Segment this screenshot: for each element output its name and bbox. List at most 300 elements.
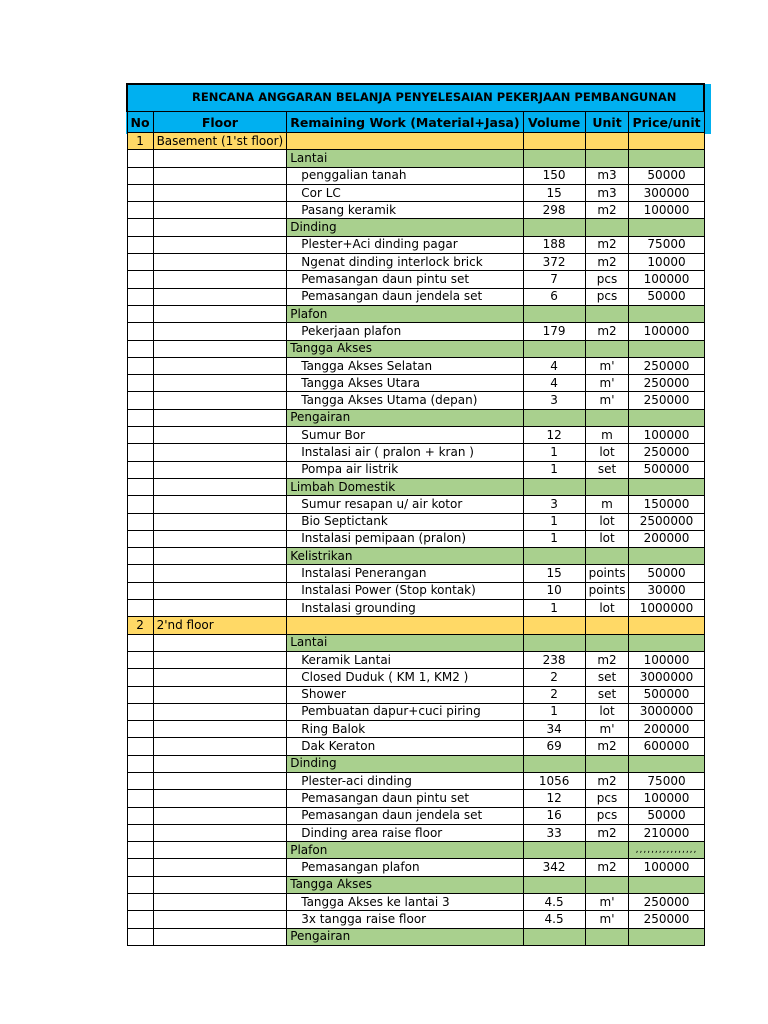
cell-floor[interactable]	[153, 548, 287, 565]
cell-unit[interactable]: lot	[585, 444, 629, 461]
cell-volume[interactable]: 6	[523, 288, 585, 305]
cell-floor[interactable]	[153, 790, 287, 807]
cell-no[interactable]	[127, 271, 153, 288]
cell-floor[interactable]	[153, 357, 287, 374]
cell-volume[interactable]	[523, 842, 585, 859]
cell-work[interactable]: Sumur Bor	[287, 427, 523, 444]
cell-unit[interactable]: lot	[585, 703, 629, 720]
cell-no[interactable]	[127, 150, 153, 167]
cell-unit[interactable]	[585, 340, 629, 357]
cell-work[interactable]: Lantai	[287, 634, 523, 651]
cell-no[interactable]	[127, 478, 153, 495]
cell-price[interactable]: 100000	[629, 859, 704, 876]
cell-unit[interactable]: m'	[585, 375, 629, 392]
cell-no[interactable]	[127, 288, 153, 305]
cell-unit[interactable]: m3	[585, 167, 629, 184]
cell-volume[interactable]: 12	[523, 790, 585, 807]
cell-floor[interactable]	[153, 288, 287, 305]
cell-unit[interactable]: pcs	[585, 271, 629, 288]
table-row	[127, 236, 704, 253]
cell-volume[interactable]: 1056	[523, 772, 585, 789]
cell-volume[interactable]	[523, 876, 585, 893]
cell-unit[interactable]: m2	[585, 323, 629, 340]
cell-no[interactable]	[127, 772, 153, 789]
cell-volume[interactable]: 1	[523, 444, 585, 461]
cell-price[interactable]	[629, 133, 704, 150]
cell-volume[interactable]	[523, 409, 585, 426]
header-price[interactable]: Price/unit	[629, 112, 704, 133]
cell-price[interactable]: 75000	[629, 772, 704, 789]
cell-work[interactable]: Bio Septictank	[287, 513, 523, 530]
cell-floor[interactable]	[153, 651, 287, 668]
cell-unit[interactable]	[585, 219, 629, 236]
cell-price[interactable]: 100000	[629, 271, 704, 288]
cell-unit[interactable]	[585, 634, 629, 651]
cell-price[interactable]: 300000	[629, 184, 704, 201]
cell-volume[interactable]: 3	[523, 496, 585, 513]
cell-floor[interactable]	[153, 634, 287, 651]
cell-floor[interactable]	[153, 669, 287, 686]
cell-volume[interactable]	[523, 305, 585, 322]
cell-no[interactable]	[127, 409, 153, 426]
cell-volume[interactable]: 1	[523, 530, 585, 547]
cell-work[interactable]: Dinding area raise floor	[287, 824, 523, 841]
cell-work[interactable]: Shower	[287, 686, 523, 703]
cell-floor[interactable]	[153, 271, 287, 288]
cell-floor[interactable]	[153, 582, 287, 599]
cell-price[interactable]: ,,,,,,,,,,,,,,,,	[629, 842, 704, 859]
cell-unit[interactable]: lot	[585, 513, 629, 530]
cell-price[interactable]: 50000	[629, 807, 704, 824]
cell-unit[interactable]: pcs	[585, 288, 629, 305]
table-row	[127, 427, 704, 444]
cell-volume[interactable]: 4.5	[523, 894, 585, 911]
cell-floor[interactable]	[153, 305, 287, 322]
cell-unit[interactable]: m2	[585, 202, 629, 219]
cell-unit[interactable]	[585, 842, 629, 859]
cell-price[interactable]: 250000	[629, 911, 704, 928]
cell-floor[interactable]	[153, 721, 287, 738]
cell-work[interactable]: Instalasi Penerangan	[287, 565, 523, 582]
cell-unit[interactable]: pcs	[585, 790, 629, 807]
cell-no[interactable]	[127, 928, 153, 945]
cell-work[interactable]: Plafon	[287, 305, 523, 322]
cell-floor[interactable]	[153, 738, 287, 755]
cell-floor[interactable]	[153, 427, 287, 444]
cell-volume[interactable]: 34	[523, 721, 585, 738]
cell-unit[interactable]: points	[585, 565, 629, 582]
cell-floor[interactable]	[153, 254, 287, 271]
cell-volume[interactable]: 2	[523, 669, 585, 686]
cell-work[interactable]: Sumur resapan u/ air kotor	[287, 496, 523, 513]
cell-volume[interactable]: 342	[523, 859, 585, 876]
cell-price[interactable]: 150000	[629, 496, 704, 513]
cell-unit[interactable]: m3	[585, 184, 629, 201]
cell-work[interactable]: Pemasangan daun jendela set	[287, 807, 523, 824]
cell-floor[interactable]	[153, 824, 287, 841]
cell-no[interactable]	[127, 686, 153, 703]
cell-work[interactable]: Keramik Lantai	[287, 651, 523, 668]
cell-no[interactable]	[127, 184, 153, 201]
cell-price[interactable]: 75000	[629, 236, 704, 253]
cell-volume[interactable]	[523, 340, 585, 357]
cell-no[interactable]	[127, 859, 153, 876]
category-row	[127, 478, 704, 495]
cell-unit[interactable]: lot	[585, 600, 629, 617]
cell-work[interactable]: Cor LC	[287, 184, 523, 201]
cell-floor[interactable]	[153, 496, 287, 513]
cell-work[interactable]: Lantai	[287, 150, 523, 167]
cell-floor[interactable]	[153, 911, 287, 928]
cell-volume[interactable]: 2	[523, 686, 585, 703]
cell-no[interactable]: 1	[127, 133, 153, 150]
cell-floor[interactable]	[153, 461, 287, 478]
cell-work[interactable]: Kelistrikan	[287, 548, 523, 565]
cell-work[interactable]: Tangga Akses	[287, 340, 523, 357]
cell-volume[interactable]	[523, 219, 585, 236]
cell-unit[interactable]: m'	[585, 357, 629, 374]
cell-volume[interactable]	[523, 634, 585, 651]
cell-unit[interactable]: pcs	[585, 807, 629, 824]
cell-unit[interactable]: m	[585, 427, 629, 444]
cell-price[interactable]	[629, 478, 704, 495]
cell-no[interactable]	[127, 565, 153, 582]
cell-work[interactable]: Tangga Akses Selatan	[287, 357, 523, 374]
cell-price[interactable]	[629, 634, 704, 651]
cell-no[interactable]	[127, 236, 153, 253]
cell-unit[interactable]: m2	[585, 254, 629, 271]
cell-work[interactable]	[287, 617, 523, 634]
cell-work[interactable]: Pasang keramik	[287, 202, 523, 219]
cell-price[interactable]: 10000	[629, 254, 704, 271]
cell-price[interactable]: 200000	[629, 721, 704, 738]
cell-volume[interactable]: 1	[523, 513, 585, 530]
cell-unit[interactable]	[585, 928, 629, 945]
cell-no[interactable]	[127, 703, 153, 720]
cell-floor[interactable]	[153, 513, 287, 530]
cell-floor[interactable]	[153, 150, 287, 167]
cell-no[interactable]	[127, 444, 153, 461]
cell-unit[interactable]: points	[585, 582, 629, 599]
table-row	[127, 496, 704, 513]
cell-unit[interactable]	[585, 755, 629, 772]
cell-volume[interactable]: 179	[523, 323, 585, 340]
cell-no[interactable]	[127, 323, 153, 340]
cell-work[interactable]: Pembuatan dapur+cuci piring	[287, 703, 523, 720]
cell-work[interactable]: 3x tangga raise floor	[287, 911, 523, 928]
cell-price[interactable]: 2500000	[629, 513, 704, 530]
cell-floor[interactable]	[153, 755, 287, 772]
cell-floor[interactable]	[153, 323, 287, 340]
table-row	[127, 167, 704, 184]
cell-no[interactable]	[127, 202, 153, 219]
cell-no[interactable]	[127, 669, 153, 686]
cell-no[interactable]	[127, 513, 153, 530]
cell-floor[interactable]	[153, 202, 287, 219]
cell-unit[interactable]: m'	[585, 392, 629, 409]
cell-volume[interactable]: 7	[523, 271, 585, 288]
cell-unit[interactable]	[585, 133, 629, 150]
cell-work[interactable]: Instalasi Power (Stop kontak)	[287, 582, 523, 599]
cell-price[interactable]	[629, 305, 704, 322]
cell-volume[interactable]	[523, 478, 585, 495]
cell-no[interactable]	[127, 876, 153, 893]
cell-volume[interactable]: 69	[523, 738, 585, 755]
cell-no[interactable]	[127, 721, 153, 738]
table-row	[127, 807, 704, 824]
cell-price[interactable]: 3000000	[629, 669, 704, 686]
cell-price[interactable]	[629, 617, 704, 634]
cell-work[interactable]: Dinding	[287, 755, 523, 772]
cell-price[interactable]	[629, 548, 704, 565]
cell-volume[interactable]: 33	[523, 824, 585, 841]
cell-no[interactable]	[127, 842, 153, 859]
category-row	[127, 150, 704, 167]
cell-work[interactable]: Pekerjaan plafon	[287, 323, 523, 340]
cell-volume[interactable]: 1	[523, 461, 585, 478]
cell-price[interactable]: 50000	[629, 288, 704, 305]
cell-no[interactable]	[127, 548, 153, 565]
cell-no[interactable]	[127, 790, 153, 807]
cell-floor[interactable]	[153, 859, 287, 876]
cell-price[interactable]: 250000	[629, 894, 704, 911]
cell-work[interactable]: Instalasi grounding	[287, 600, 523, 617]
cell-floor[interactable]	[153, 392, 287, 409]
header-floor[interactable]: Floor	[153, 112, 287, 133]
cell-floor[interactable]	[153, 478, 287, 495]
cell-floor[interactable]	[153, 219, 287, 236]
cell-no[interactable]	[127, 530, 153, 547]
cell-price[interactable]	[629, 150, 704, 167]
header-volume[interactable]: Volume	[523, 112, 585, 133]
cell-work[interactable]: Dak Keraton	[287, 738, 523, 755]
cell-unit[interactable]: m2	[585, 824, 629, 841]
cell-work[interactable]: Pemasangan daun pintu set	[287, 790, 523, 807]
cell-volume[interactable]: 372	[523, 254, 585, 271]
cell-price[interactable]: 50000	[629, 167, 704, 184]
table-row	[127, 790, 704, 807]
cell-price[interactable]	[629, 340, 704, 357]
cell-volume[interactable]: 238	[523, 651, 585, 668]
cell-volume[interactable]: 4.5	[523, 911, 585, 928]
cell-volume[interactable]: 1	[523, 600, 585, 617]
cell-unit[interactable]	[585, 478, 629, 495]
cell-volume[interactable]	[523, 755, 585, 772]
cell-work[interactable]: Pengairan	[287, 928, 523, 945]
cell-floor[interactable]	[153, 894, 287, 911]
cell-floor[interactable]	[153, 444, 287, 461]
cell-price[interactable]: 200000	[629, 530, 704, 547]
cell-volume[interactable]	[523, 928, 585, 945]
cell-no[interactable]	[127, 461, 153, 478]
table-row	[127, 444, 704, 461]
cell-price[interactable]: 30000	[629, 582, 704, 599]
cell-volume[interactable]	[523, 133, 585, 150]
cell-unit[interactable]	[585, 150, 629, 167]
cell-no[interactable]	[127, 340, 153, 357]
cell-unit[interactable]: m2	[585, 738, 629, 755]
cell-work[interactable]: Tangga Akses	[287, 876, 523, 893]
cell-floor[interactable]	[153, 686, 287, 703]
cell-price[interactable]	[629, 409, 704, 426]
cell-no[interactable]	[127, 824, 153, 841]
cell-price[interactable]	[629, 928, 704, 945]
cell-work[interactable]: Ngenat dinding interlock brick	[287, 254, 523, 271]
cell-floor[interactable]	[153, 409, 287, 426]
cell-volume[interactable]: 188	[523, 236, 585, 253]
cell-unit[interactable]: lot	[585, 530, 629, 547]
cell-price[interactable]: 600000	[629, 738, 704, 755]
cell-unit[interactable]: m2	[585, 772, 629, 789]
cell-work[interactable]: Limbah Domestik	[287, 478, 523, 495]
cell-floor[interactable]	[153, 772, 287, 789]
cell-volume[interactable]	[523, 617, 585, 634]
cell-no[interactable]	[127, 894, 153, 911]
cell-work[interactable]: Pemasangan daun jendela set	[287, 288, 523, 305]
cell-no[interactable]	[127, 911, 153, 928]
cell-price[interactable]	[629, 219, 704, 236]
cell-work[interactable]: penggalian tanah	[287, 167, 523, 184]
cell-work[interactable]: Plafon	[287, 842, 523, 859]
cell-unit[interactable]	[585, 876, 629, 893]
cell-unit[interactable]	[585, 305, 629, 322]
cell-unit[interactable]: m	[585, 496, 629, 513]
cell-no[interactable]	[127, 738, 153, 755]
cell-volume[interactable]: 3	[523, 392, 585, 409]
cell-no[interactable]	[127, 375, 153, 392]
cell-floor[interactable]	[153, 375, 287, 392]
cell-no[interactable]	[127, 651, 153, 668]
table-row	[127, 271, 704, 288]
cell-no[interactable]	[127, 219, 153, 236]
cell-price[interactable]: 100000	[629, 651, 704, 668]
cell-price[interactable]: 100000	[629, 427, 704, 444]
cell-work[interactable]	[287, 133, 523, 150]
cell-price[interactable]	[629, 876, 704, 893]
cell-volume[interactable]: 15	[523, 184, 585, 201]
cell-no[interactable]	[127, 600, 153, 617]
cell-unit[interactable]: m2	[585, 859, 629, 876]
cell-no[interactable]	[127, 634, 153, 651]
cell-unit[interactable]	[585, 409, 629, 426]
cell-price[interactable]: 100000	[629, 323, 704, 340]
cell-price[interactable]: 500000	[629, 461, 704, 478]
cell-work[interactable]: Pemasangan plafon	[287, 859, 523, 876]
cell-volume[interactable]: 16	[523, 807, 585, 824]
cell-work[interactable]: Ring Balok	[287, 721, 523, 738]
cell-no[interactable]	[127, 357, 153, 374]
cell-work[interactable]: Tangga Akses Utara	[287, 375, 523, 392]
cell-price[interactable]: 210000	[629, 824, 704, 841]
cell-price[interactable]: 100000	[629, 790, 704, 807]
cell-work[interactable]: Tangga Akses Utama (depan)	[287, 392, 523, 409]
cell-floor[interactable]	[153, 167, 287, 184]
cell-price[interactable]: 250000	[629, 392, 704, 409]
cell-volume[interactable]: 15	[523, 565, 585, 582]
cell-price[interactable]: 3000000	[629, 703, 704, 720]
cell-no[interactable]	[127, 167, 153, 184]
cell-no[interactable]	[127, 807, 153, 824]
cell-work[interactable]: Instalasi air ( pralon + kran )	[287, 444, 523, 461]
cell-price[interactable]: 50000	[629, 565, 704, 582]
cell-volume[interactable]: 1	[523, 703, 585, 720]
cell-floor[interactable]	[153, 530, 287, 547]
cell-floor[interactable]	[153, 876, 287, 893]
cell-floor[interactable]	[153, 184, 287, 201]
cell-volume[interactable]: 4	[523, 375, 585, 392]
cell-floor[interactable]	[153, 928, 287, 945]
table-row	[127, 651, 704, 668]
cell-no[interactable]	[127, 427, 153, 444]
cell-unit[interactable]: m'	[585, 721, 629, 738]
cell-unit[interactable]	[585, 617, 629, 634]
cell-floor[interactable]	[153, 703, 287, 720]
cell-floor[interactable]	[153, 340, 287, 357]
header-unit[interactable]: Unit	[585, 112, 629, 133]
cell-floor[interactable]: 2'nd floor	[153, 617, 287, 634]
cell-no[interactable]	[127, 755, 153, 772]
cell-work[interactable]: Dinding	[287, 219, 523, 236]
cell-price[interactable]: 500000	[629, 686, 704, 703]
header-no[interactable]: No	[127, 112, 153, 133]
cell-floor[interactable]: Basement (1'st floor)	[153, 133, 287, 150]
cell-unit[interactable]: m'	[585, 911, 629, 928]
cell-price[interactable]: 1000000	[629, 600, 704, 617]
cell-price[interactable]: 100000	[629, 202, 704, 219]
cell-floor[interactable]	[153, 565, 287, 582]
cell-unit[interactable]: set	[585, 461, 629, 478]
cell-price[interactable]: 250000	[629, 444, 704, 461]
cell-unit[interactable]: m'	[585, 894, 629, 911]
cell-no[interactable]	[127, 254, 153, 271]
cell-volume[interactable]: 4	[523, 357, 585, 374]
cell-work[interactable]: Pemasangan daun pintu set	[287, 271, 523, 288]
cell-work[interactable]: Tangga Akses ke lantai 3	[287, 894, 523, 911]
cell-work[interactable]: Pengairan	[287, 409, 523, 426]
cell-price[interactable]: 250000	[629, 375, 704, 392]
cell-floor[interactable]	[153, 807, 287, 824]
cell-volume[interactable]	[523, 548, 585, 565]
cell-work[interactable]: Closed Duduk ( KM 1, KM2 )	[287, 669, 523, 686]
cell-volume[interactable]	[523, 150, 585, 167]
cell-unit[interactable]: m2	[585, 651, 629, 668]
header-work[interactable]: Remaining Work (Material+Jasa)	[287, 112, 523, 133]
cell-no[interactable]	[127, 392, 153, 409]
cell-work[interactable]: Pompa air listrik	[287, 461, 523, 478]
cell-work[interactable]: Plester+Aci dinding pagar	[287, 236, 523, 253]
cell-volume[interactable]: 298	[523, 202, 585, 219]
cell-no[interactable]: 2	[127, 617, 153, 634]
cell-floor[interactable]	[153, 236, 287, 253]
cell-work[interactable]: Plester-aci dinding	[287, 772, 523, 789]
cell-unit[interactable]	[585, 548, 629, 565]
cell-volume[interactable]: 150	[523, 167, 585, 184]
cell-no[interactable]	[127, 305, 153, 322]
cell-floor[interactable]	[153, 600, 287, 617]
cell-volume[interactable]: 10	[523, 582, 585, 599]
cell-unit[interactable]: set	[585, 669, 629, 686]
cell-price[interactable]: 250000	[629, 357, 704, 374]
cell-work[interactable]: Instalasi pemipaan (pralon)	[287, 530, 523, 547]
cell-volume[interactable]: 12	[523, 427, 585, 444]
cell-unit[interactable]: set	[585, 686, 629, 703]
cell-no[interactable]	[127, 582, 153, 599]
category-row	[127, 409, 704, 426]
cell-price[interactable]	[629, 755, 704, 772]
cell-unit[interactable]: m2	[585, 236, 629, 253]
cell-no[interactable]	[127, 496, 153, 513]
cell-floor[interactable]	[153, 842, 287, 859]
